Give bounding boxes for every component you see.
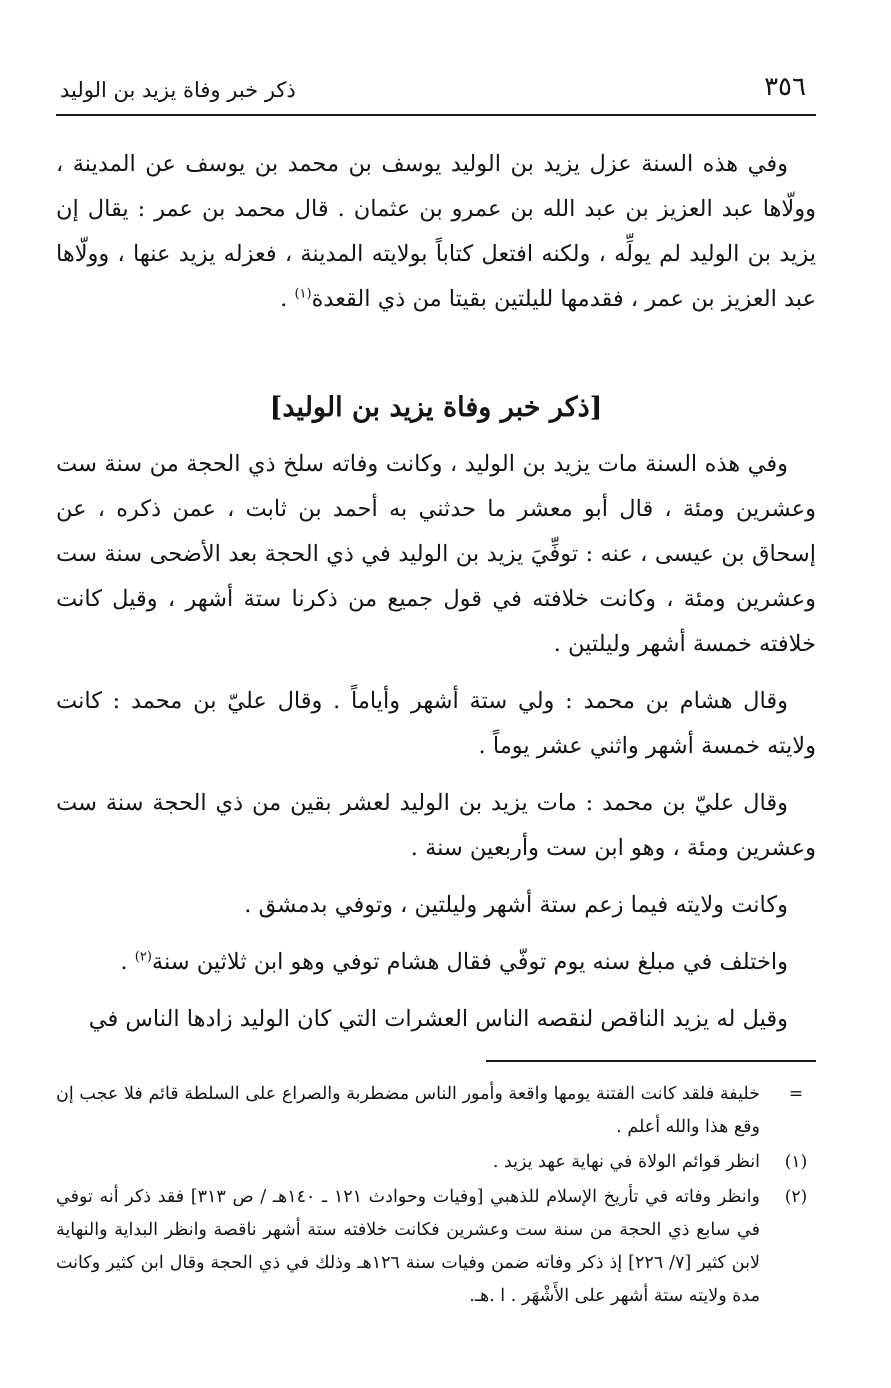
footnote-ref-2[interactable]: (٢) xyxy=(134,949,152,965)
paragraph-text: واختلف في مبلغ سنه يوم توفّي فقال هشام توفي وهو ابن ثلاثين سنة xyxy=(151,949,788,975)
paragraph-text: وفي هذه السنة عزل يزيد بن الوليد يوسف بن محمد بن يوسف عن المدينة ، وولّاها عبد العزيز بن عبد الله بن عمرو بن عثمان . قال محمد بن عمر : يقال إن يزيد بن الوليد لم يولِّه ، ولكنه افتعل كتاباً بولايته المدينة ، فعزله يزيد عنها ، وولّاها عبد العزيز بن عمر ، فقدمها لليلتين بقيتا من ذي القعدة xyxy=(56,151,816,312)
footnote-continuation xyxy=(56,1078,816,1144)
book-page xyxy=(56,70,816,1315)
paragraph-intro xyxy=(56,142,816,322)
page-number: ٣٥٦ xyxy=(764,72,806,102)
running-header xyxy=(56,70,816,116)
paragraph-with-note xyxy=(56,940,816,985)
running-title: ذكر خبر وفاة يزيد بن الوليد xyxy=(60,78,296,102)
paragraph-last: وقيل له يزيد الناقص لنقصه الناس العشرات التي كان الوليد زادها الناس في xyxy=(88,1006,788,1032)
footnote-1 xyxy=(56,1146,816,1179)
footnote-text: خليفة فلقد كانت الفتنة يومها واقعة وأمور الناس مضطربة والصراع على السلطة قائم فلا عجب إن وقع هذا والله أعلم . xyxy=(56,1084,760,1137)
main-text xyxy=(56,142,816,1042)
paragraph: وفي هذه السنة مات يزيد بن الوليد ، وكانت وفاته سلخ ذي الحجة من سنة ست وعشرين ومئة ، قال أبو معشر ما حدثني به أحمد بن ثابت ، عمن ذكره ، عن إسحاق بن عيسى ، عنه : توفِّيَ يزيد بن الوليد في ذي الحجة بعد الأضحى سنة ست وعشرين ومئة ، وكانت خلافته في قول جميع من ذكرنا ستة أشهر ، وقيل كانت خلافته خمسة أشهر وليلتين . xyxy=(56,451,816,657)
paragraph-tail: . xyxy=(120,949,135,975)
footnote-divider xyxy=(486,1060,816,1062)
footnotes xyxy=(56,1078,816,1313)
paragraph: وكانت ولايته فيما زعم ستة أشهر وليلتين ، وتوفي بدمشق . xyxy=(244,892,788,918)
paragraph: وقال عليّ بن محمد : مات يزيد بن الوليد لعشر بقين من ذي الحجة سنة ست وعشرين ومئة ، وهو ابن ست وأربعين سنة . xyxy=(56,790,816,861)
footnote-2 xyxy=(56,1181,816,1313)
footnote-ref-1[interactable]: (١) xyxy=(294,286,312,302)
paragraph-tail: . xyxy=(280,286,295,312)
section-title: [ذكر خبر وفاة يزيد بن الوليد] xyxy=(269,392,603,423)
footnote-text: وانظر وفاته في تأريخ الإسلام للذهبي [وفيات وحوادث ١٢١ ـ ١٤٠هـ / ص ٣١٣] فقد ذكر أنه توفي في سابع ذي الحجة من سنة ست وعشرين فكانت خلافته ستة أشهر ناقصة وانظر البداية والنهاية لابن كثير [٧/ ٢٢٦] إذ ذكر وفاته ضمن وفيات سنة ١٢٦هـ وذلك في ذي الحجة وقال ابن كثير وكانت مدة ولايته ستة أشهر على الأَشْهَر . ا .هـ. xyxy=(56,1187,760,1306)
footnote-text: انظر قوائم الولاة في نهاية عهد يزيد . xyxy=(492,1152,760,1172)
paragraph: وقال هشام بن محمد : ولي ستة أشهر وأياماً . وقال عليّ بن محمد : كانت ولايته خمسة أشهر واثني عشر يوماً . xyxy=(56,688,816,759)
footnote-marker: = xyxy=(788,1084,804,1104)
footnote-marker: (٢) xyxy=(784,1187,808,1207)
footnote-marker: (١) xyxy=(784,1152,808,1172)
